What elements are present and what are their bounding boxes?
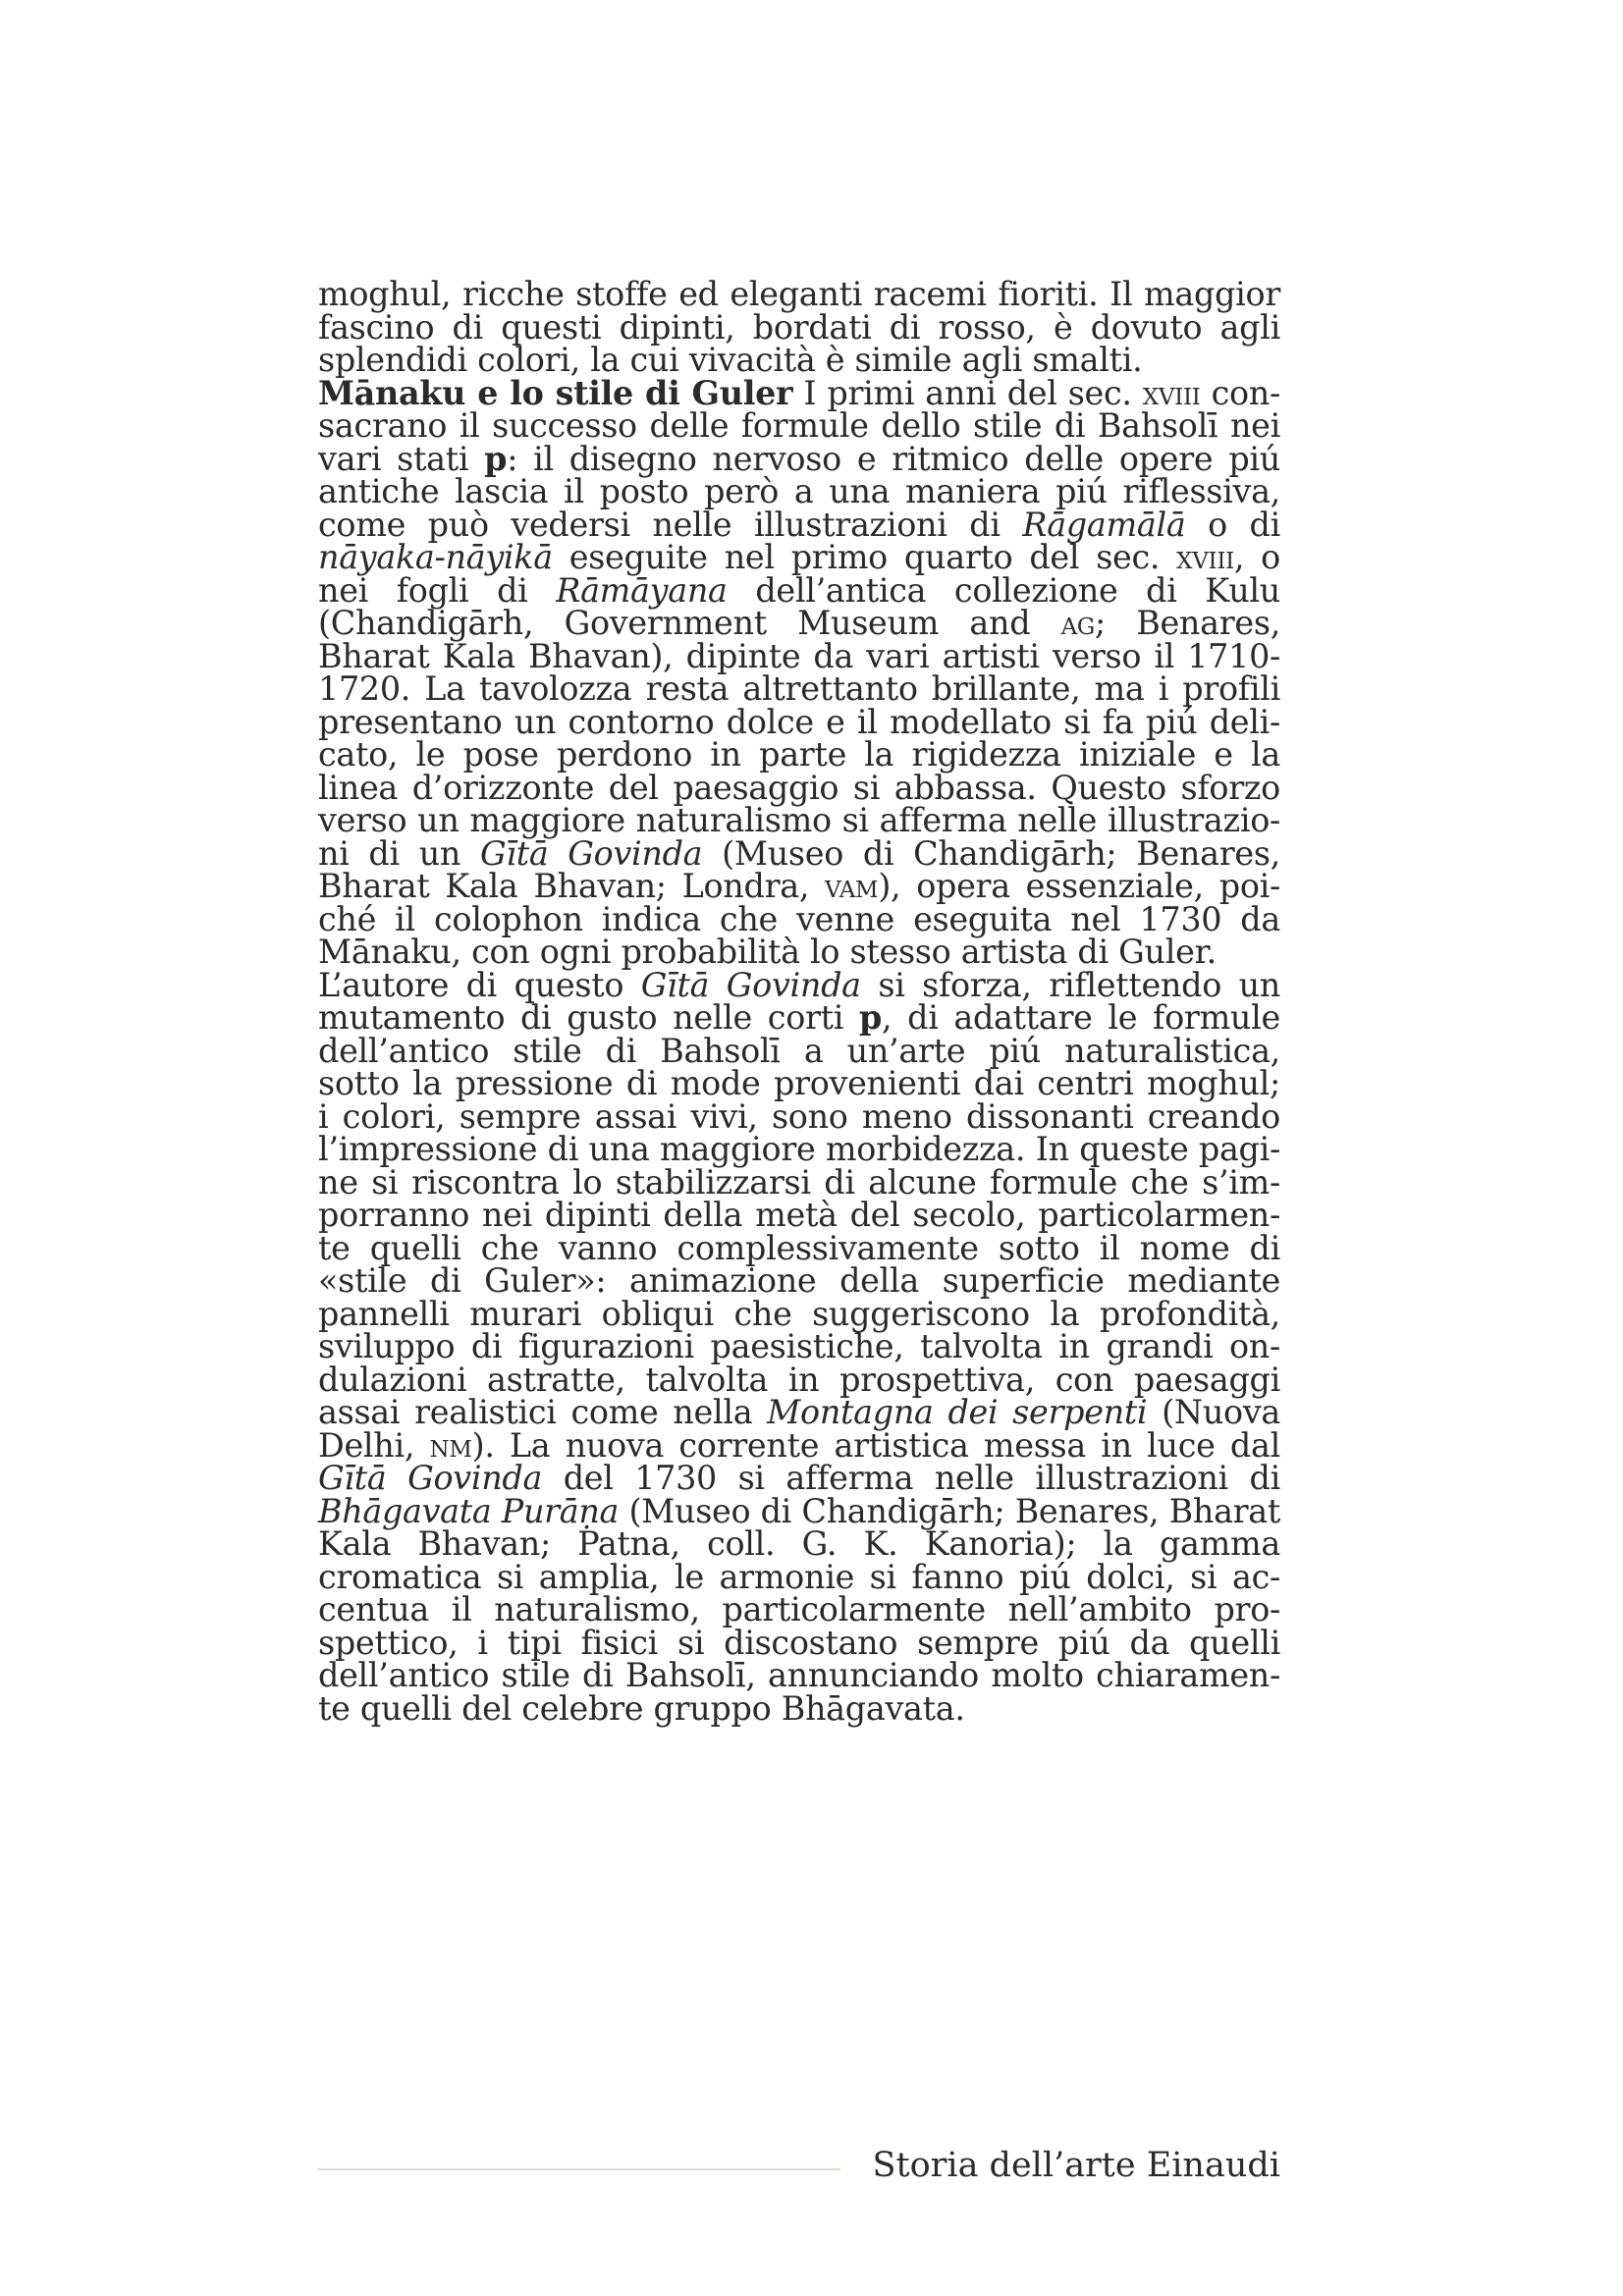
text-run: l’impressione di una maggiore morbidezza. In queste pagi-: [318, 1130, 1280, 1168]
text-run: fascino di questi dipinti, bordati di rosso, è dovuto agli: [318, 307, 1280, 347]
text-run: dulazioni astratte, talvolta in prospettiva, con paesaggi: [318, 1360, 1280, 1399]
text-line: [318, 439, 1280, 478]
italic-run: Gītā Govinda: [640, 965, 861, 1004]
text-run: Bharat Kala Bhavan), dipinte da vari artisti verso il 1710-: [318, 636, 1280, 675]
text-run: Mānaku, con ogni probabilità lo stesso artista di Guler.: [318, 933, 1217, 971]
text-run: Bharat Kala Bhavan; Londra,: [318, 867, 825, 905]
text-run: ni di un: [318, 833, 480, 873]
text-run: 1720. La tavolozza resta altrettanto brillante, ma i profili: [318, 669, 1280, 708]
text-run: , o: [1233, 538, 1280, 576]
text-line: [318, 275, 1280, 313]
text-line: [318, 899, 1280, 938]
text-line: [318, 1360, 1280, 1399]
body-text: [318, 275, 1281, 1728]
text-run: con-: [1200, 373, 1280, 412]
text-line: [318, 1623, 1280, 1662]
text-run: cato, le pose perdono in parte la rigidezza iniziale e la: [318, 735, 1280, 774]
bold-run: p: [858, 998, 883, 1037]
text-run: L’autore di questo: [318, 965, 641, 1004]
text-run: te quelli del celebre gruppo Bhāgavata.: [318, 1688, 965, 1728]
text-run: come può vedersi nelle illustrazioni di: [318, 505, 1023, 544]
text-line: [318, 669, 1280, 708]
bold-run: Mānaku e lo stile di Guler: [318, 373, 793, 412]
text-run: del 1730 si afferma nelle illustrazioni di: [542, 1459, 1280, 1497]
text-run: I primi anni del sec.: [792, 373, 1143, 412]
text-line: [318, 998, 1280, 1037]
text-line: [318, 1196, 1280, 1234]
text-run: verso un maggiore naturalismo si afferma nelle illustrazio-: [318, 801, 1280, 839]
text-line: [318, 1327, 1280, 1365]
text-line: [318, 1162, 1280, 1201]
italic-run: Gītā Govinda: [318, 1459, 543, 1497]
italic-run: nāyaka-nāyikā: [318, 538, 553, 576]
text-run: o di: [1185, 505, 1280, 544]
text-run: eseguite nel primo quarto del sec.: [552, 538, 1177, 576]
text-run: dell’antica collezione di Kulu: [727, 570, 1280, 610]
text-run: sviluppo di figurazioni paesistiche, talvolta in grandi on-: [318, 1327, 1280, 1365]
text-line: [318, 341, 1280, 379]
text-run: dell’antico stile di Bahsolī a un’arte piú naturalistica,: [318, 1031, 1280, 1070]
text-run: presentano un contorno dolce e il modellato si fa piú deli-: [318, 702, 1280, 741]
text-run: linea d’orizzonte del paesaggio si abbassa. Questo sforzo: [318, 768, 1280, 807]
text-run: i colori, sempre assai vivi, sono meno dissonanti creando: [318, 1096, 1280, 1136]
text-line: [318, 472, 1280, 510]
text-run: antiche lascia il posto però a una maniera piú riflessiva,: [318, 472, 1280, 510]
text-line: [318, 307, 1280, 347]
text-run: vari stati: [318, 439, 485, 478]
small-caps-run: ag: [1060, 604, 1095, 642]
text-line: [318, 1425, 1280, 1465]
text-run: porranno nei dipinti della metà del secolo, particolarmen-: [318, 1196, 1280, 1234]
text-line: [318, 735, 1280, 774]
text-run: Delhi,: [318, 1425, 430, 1465]
text-line: [318, 1130, 1280, 1168]
text-run: pannelli murari obliqui che suggeriscono la profondità,: [318, 1294, 1280, 1333]
text-run: mutamento di gusto nelle corti: [318, 998, 859, 1037]
text-line: [318, 1064, 1280, 1102]
text-run: (Chandigārh, Government Museum and: [318, 604, 1061, 642]
text-run: assai realistici come nella: [318, 1393, 768, 1431]
text-line: [318, 1393, 1281, 1431]
text-line: [318, 538, 1280, 576]
text-line: [318, 1656, 1280, 1694]
text-run: te quelli che vanno complessivamente sotto il nome di: [318, 1228, 1280, 1267]
text-run: cromatica si amplia, le armonie si fanno piú dolci, si ac-: [318, 1557, 1280, 1596]
text-run: : il disegno nervoso e ritmico delle opere piú: [507, 439, 1280, 478]
italic-run: Rāgamālā: [1022, 505, 1186, 544]
text-line: [318, 833, 1280, 873]
italic-run: Bhāgavata Purāṇa: [318, 1491, 620, 1530]
italic-run: Rāmāyana: [556, 570, 728, 610]
small-caps-run: xviii: [1142, 373, 1201, 412]
text-line: [318, 935, 1280, 969]
text-line: [318, 1261, 1280, 1300]
text-run: «stile di Guler»: animazione della superficie mediante: [318, 1261, 1280, 1300]
text-run: si sforza, riflettendo un: [860, 965, 1280, 1004]
text-run: ; Benares,: [1094, 604, 1281, 642]
text-run: dell’antico stile di Bahsolī, annunciando molto chiaramen-: [318, 1656, 1280, 1694]
text-run: (Museo di Chandigārh; Benares,: [702, 833, 1280, 873]
text-line: [318, 1524, 1280, 1563]
text-line: [318, 1096, 1280, 1136]
small-caps-run: xviii: [1176, 538, 1234, 576]
text-run: ), opera essenziale, poi-: [878, 867, 1280, 905]
text-line: [318, 702, 1280, 741]
text-line: [318, 768, 1280, 807]
text-line: [318, 1031, 1280, 1070]
text-line: [318, 1294, 1280, 1333]
text-line: [318, 965, 1280, 1004]
text-line: [318, 604, 1281, 642]
text-line: [318, 505, 1280, 544]
text-run: Kala Bhavan; Patna, coll. G. K. Kanoria); la gamma: [318, 1524, 1280, 1563]
text-run: centua il naturalismo, particolarmente nell’ambito pro-: [318, 1590, 1280, 1629]
text-run: (Museo di Chandigārh; Benares, Bharat: [619, 1491, 1280, 1530]
text-run: ). La nuova corrente artistica messa in luce dal: [471, 1425, 1280, 1465]
text-run: ché il colophon indica che venne eseguita nel 1730 da: [318, 899, 1280, 938]
bold-run: p: [484, 439, 508, 478]
text-line: [318, 373, 1280, 412]
text-line: [318, 1590, 1280, 1629]
footer-title: Storia dell’arte Einaudi: [872, 2146, 1280, 2185]
text-line: [318, 636, 1280, 675]
text-run: splendidi colori, la cui vivacità è simile agli smalti.: [318, 341, 1143, 379]
text-run: , di adattare le formule: [882, 998, 1280, 1037]
small-caps-run: nm: [429, 1425, 472, 1465]
text-line: [318, 570, 1280, 610]
text-run: nei fogli di: [318, 570, 557, 610]
italic-run: Gītā Govinda: [479, 833, 703, 873]
text-line: [318, 1228, 1280, 1267]
text-run: ne si riscontra lo stabilizzarsi di alcune formule che s’im-: [318, 1162, 1280, 1201]
italic-run: Montagna dei serpenti: [767, 1393, 1148, 1431]
text-line: [318, 1557, 1280, 1596]
text-run: (Nuova: [1147, 1393, 1281, 1431]
text-line: [318, 1491, 1280, 1530]
text-run: spettico, i tipi fisici si discostano sempre piú da quelli: [318, 1623, 1280, 1662]
text-run: sacrano il successo delle formule dello stile di Bahsolī nei: [318, 406, 1280, 445]
text-run: moghul, ricche stoffe ed eleganti racemi fioriti. Il maggior: [318, 275, 1280, 313]
text-line: [318, 1459, 1280, 1497]
text-line: [318, 801, 1280, 839]
text-line: [318, 1688, 1280, 1728]
text-run: sotto la pressione di mode provenienti dai centri moghul;: [318, 1064, 1280, 1102]
text-line: [318, 406, 1280, 445]
text-line: [318, 867, 1280, 905]
footer-rule: [318, 2168, 840, 2170]
small-caps-run: vam: [825, 867, 879, 905]
